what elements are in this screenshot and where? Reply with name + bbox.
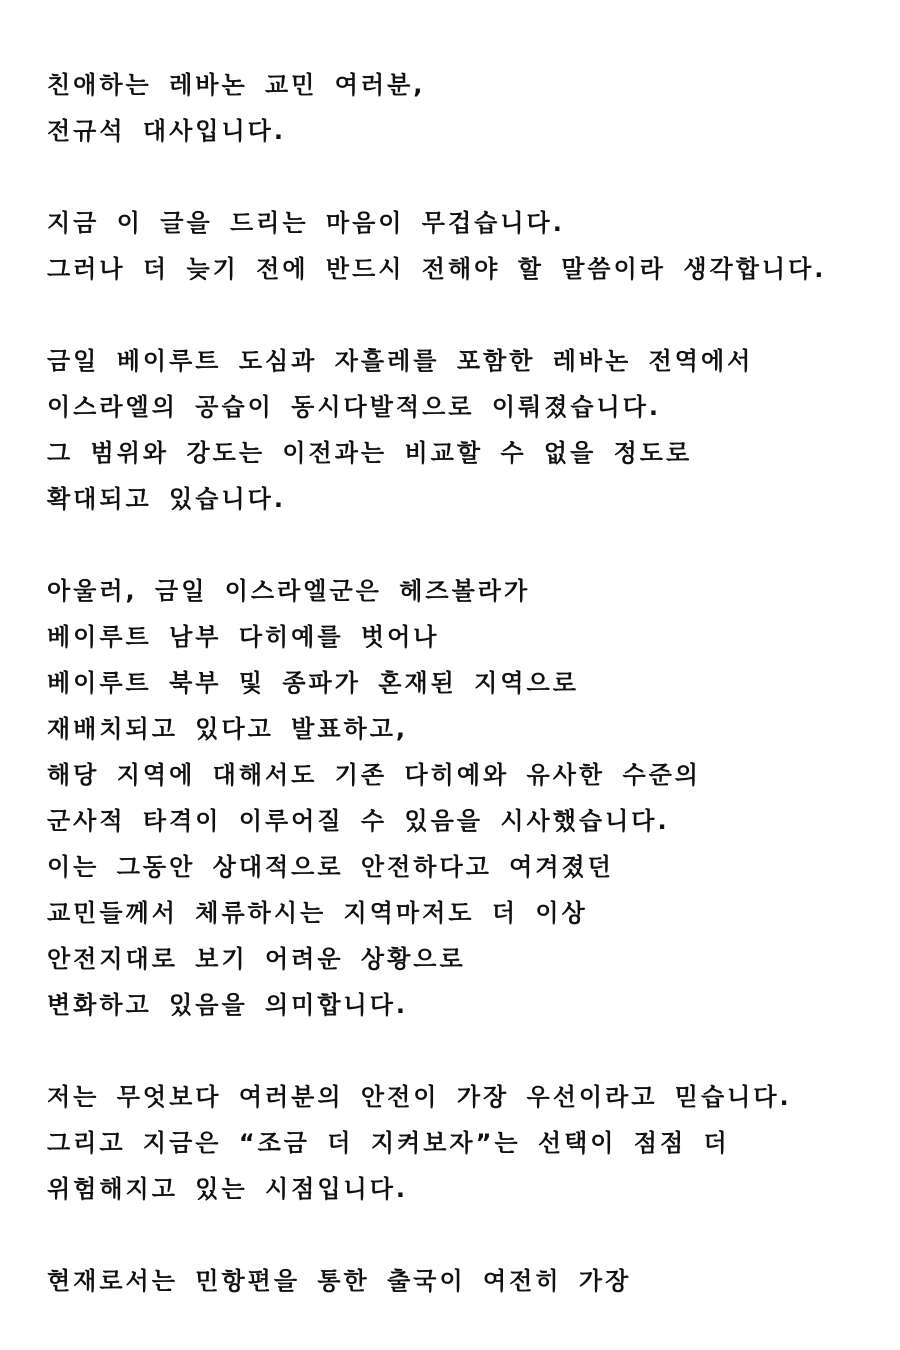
text-line: 저는 무엇보다 여러분의 안전이 가장 우선이라고 믿습니다.: [47, 1083, 792, 1111]
text-line: 그리고 지금은 “조금 더 지켜보자”는 선택이 점점 더: [47, 1129, 730, 1157]
text-line: 재배치되고 있다고 발표하고,: [47, 715, 409, 743]
text-line: 전규석 대사입니다.: [47, 117, 286, 145]
text-line: 변화하고 있음을 의미합니다.: [47, 991, 409, 1019]
situation-paragraph: [47, 338, 877, 522]
text-line: 현재로서는 민항편을 통한 출국이 여전히 가장: [47, 1267, 632, 1295]
text-line: 해당 지역에 대해서도 기존 다히예와 유사한 수준의: [47, 761, 701, 789]
text-line: 확대되고 있습니다.: [47, 485, 286, 513]
text-line: 금일 베이루트 도심과 자흘레를 포함한 레바논 전역에서: [47, 347, 754, 375]
text-line: 이는 그동안 상대적으로 안전하다고 여겨졌던: [47, 853, 614, 881]
intro-paragraph: [47, 200, 877, 292]
text-line: 그 범위와 강도는 이전과는 비교할 수 없을 정도로: [47, 439, 693, 467]
letter-body: [47, 62, 877, 1350]
text-line: 지금 이 글을 드리는 마음이 무겁습니다.: [47, 209, 565, 237]
greeting-paragraph: [47, 62, 877, 154]
text-line: 교민들께서 체류하시는 지역마저도 더 이상: [47, 899, 588, 927]
text-line: 친애하는 레바논 교민 여러분,: [47, 71, 426, 99]
text-line: 베이루트 남부 다히예를 벗어나: [47, 623, 440, 651]
text-line: 위험해지고 있는 시점입니다.: [47, 1175, 409, 1203]
text-line: 아울러, 금일 이스라엘군은 헤즈볼라가: [47, 577, 531, 605]
text-line: 베이루트 북부 및 종파가 혼재된 지역으로: [47, 669, 579, 697]
text-line: 그러나 더 늦기 전에 반드시 전해야 할 말씀이라 생각합니다.: [47, 255, 827, 283]
departure-paragraph: [47, 1258, 877, 1304]
text-line: 이스라엘의 공습이 동시다발적으로 이뤄졌습니다.: [47, 393, 662, 421]
safety-paragraph: [47, 1074, 877, 1212]
text-line: 군사적 타격이 이루어질 수 있음을 시사했습니다.: [47, 807, 670, 835]
announcement-paragraph: [47, 568, 877, 1028]
text-line: 안전지대로 보기 어려운 상황으로: [47, 945, 466, 973]
